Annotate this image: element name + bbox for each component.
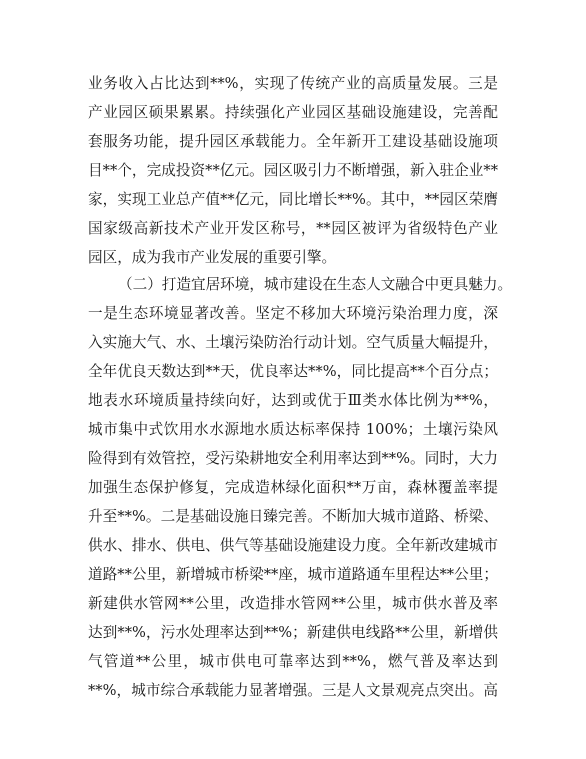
text-line: 达到**%，污水处理率达到**%；新建供电线路**公里，新增供 (88, 624, 498, 641)
text-line: 家，实现工业总产值**亿元，同比增长**%。其中，**园区荣膺 (88, 191, 498, 208)
text-line: 一是生态环境显著改善。坚定不移加大环境污染治理力度，深 (88, 305, 498, 322)
text-line: 全年优良天数达到**天，优良率达**%，同比提高**个百分点； (88, 363, 498, 380)
text-line: 供水、排水、供电、供气等基础设施建设力度。全年新改建城市 (88, 537, 498, 554)
text-line: 新建供水管网**公里，改造排水管网**公里，城市供水普及率 (88, 595, 498, 612)
text-line: 入实施大气、水、土壤污染防治行动计划。空气质量大幅提升， (88, 334, 498, 351)
section-heading-line: （二）打造宜居环境，城市建设在生态人文融合中更具魅力。 (118, 276, 513, 293)
text-line: 套服务功能，提升园区承载能力。全年新开工建设基础设施项 (88, 133, 498, 150)
text-line: 目**个，完成投资**亿元。园区吸引力不断增强，新入驻企业** (88, 162, 498, 179)
text-line: **%，城市综合承载能力显著增强。三是人文景观亮点突出。高 (88, 682, 498, 699)
text-line: 地表水环境质量持续向好，达到或优于Ⅲ类水体比例为**%， (88, 392, 498, 409)
text-line: 道路**公里，新增城市桥梁**座，城市道路通车里程达**公里； (88, 566, 498, 583)
text-line: 产业园区硕果累累。持续强化产业园区基础设施建设，完善配 (88, 104, 498, 121)
text-line: 气管道**公里，城市供电可靠率达到**%，燃气普及率达到 (88, 653, 498, 670)
text-line: 险得到有效管控，受污染耕地安全利用率达到**%。同时，大力 (88, 450, 498, 467)
text-line: 国家级高新技术产业开发区称号，**园区被评为省级特色产业 (88, 220, 498, 237)
text-line: 业务收入占比达到**%，实现了传统产业的高质量发展。三是 (88, 75, 498, 92)
paragraph-last-line: 园区，成为我市产业发展的重要引擎。 (88, 249, 337, 266)
text-line: 升至**%。二是基础设施日臻完善。不断加大城市道路、桥梁、 (88, 508, 498, 525)
text-line: 城市集中式饮用水水源地水质达标率保持 100%；土壤污染风 (88, 421, 498, 438)
text-line: 加强生态保护修复，完成造林绿化面积**万亩，森林覆盖率提 (88, 479, 498, 496)
